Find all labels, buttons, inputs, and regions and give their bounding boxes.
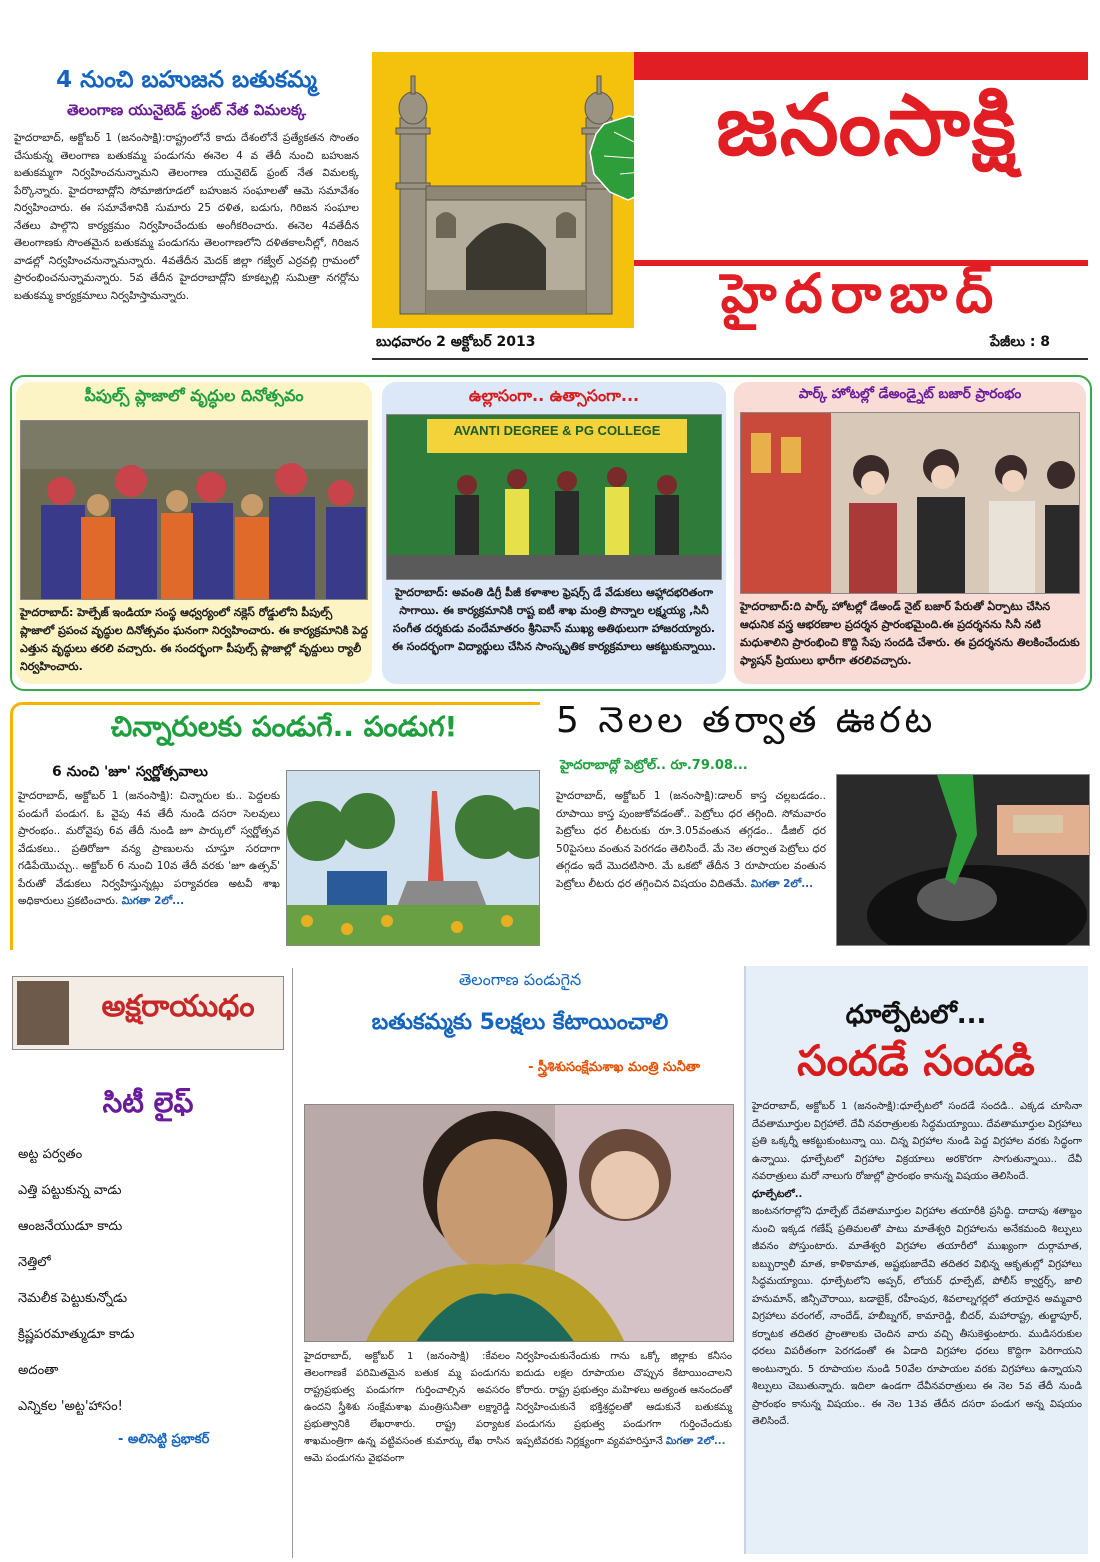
- panel-freshers-day-title: ఉల్లాసంగా.. ఉత్సాసంగా...: [468, 386, 640, 405]
- bathukamma-headline: బతుకమ్మకు 5లక్షలు కేటాయించాలి: [371, 1010, 669, 1035]
- page-count: పేజీలు : 8: [990, 334, 1051, 350]
- minister-sunitha-photo: [304, 1104, 734, 1342]
- zoo-park-photo: [286, 770, 540, 946]
- column-title: సిటీ లైఫ్: [102, 1086, 194, 1119]
- bathukamma-body-left: హైదరాబాద్, అక్టోబర్ 1 (జనంసాక్షి) :కేవలం తెలంగాణకే పరిమితమైన బతుక మ్మ పండుగను రాష్ట్రప్రభుత్వ పండుగగా గుర్తించాల్సిన అవసరం ఉందని స్త్రీశిశు సంక్షేమశాఖ మంత్రిసునీతా లక్ష్మారెడ్డి ప్రభుత్వానికి లేఖరాశారు. రాష్ట్ర పర్యాటక శాఖమంత్రిగా ఉన్న వట్టివసంత కుమార్కు లేఖ రాసిన ఆమె పండుగను వైభవంగా: [304, 1351, 510, 1464]
- poem-line: నెత్తిలో: [18, 1255, 51, 1270]
- zoo-story-headline: చిన్నారులకు పండుగే.. పండుగ!: [110, 710, 458, 743]
- poem-line: ఎత్తి పట్టుకున్న వాడు: [18, 1183, 122, 1198]
- freshers-photo-sign: AVANTI DEGREE & PG COLLEGE: [453, 423, 661, 438]
- freshers-dance-photo: [386, 414, 722, 580]
- poem-line: నెమలీక పెట్టుకున్నోడు: [18, 1291, 128, 1306]
- bathukamma-kicker: తెలంగాణ పండుగైన: [458, 970, 582, 989]
- column-author: - అలిసెట్టి ప్రభాకర్: [118, 1432, 210, 1447]
- dhoolpet-body-intro: హైదరాబాద్, అక్టోబర్ 1 (జనంసాక్షి):ధూల్పేటలో సందడే సందడి.. ఎక్కడ చూసినా దేవతామూర్తుల విగ్రహాలే. దేవీ నవరాత్రులకు సిద్ధమయ్యాయి. దేవతామూర్తుల విగ్రహాలు ప్రతి ఒక్కర్నీ ఆకట్టుకుంటున్నా యి. చిన్న విగ్రహాల నుండి పెద్ద విగ్రహాల వరకు సిద్ధంగా ఉన్నాయి. ధూల్పేటలో విగ్రహాల విక్రయాలు అరకొరగా సాగుతున్నాయి.. దేవీ నవరాత్రులు మరో నాలుగు రోజుల్లో ప్రారంభం కానున్న విషయం తెలిసిందే.: [752, 1101, 1082, 1182]
- bazaar-photo: [740, 412, 1080, 594]
- poem-line: అదంతా: [18, 1363, 59, 1378]
- masthead: [372, 52, 1088, 328]
- bathukamma-byline: - స్త్రీశిశుసంక్షేమశాఖ మంత్రి సునీతా: [528, 1060, 700, 1075]
- top-story: [14, 64, 359, 364]
- dhoolpet-headline: సందడే సందడి: [797, 1036, 1035, 1085]
- dhoolpet-body-main: జంటనగరాల్లోని ధూల్పేట్ దేవతామూర్తుల విగ్రహాల తయారీకి ప్రసిద్ధి. దాదాపు శతాబ్దం నుంచి ఇక్కడ గణేష్ ప్రతిమలతో పాటు మాతేశ్వరి విగ్రహాలను అనేకమంది శిల్పులు జీవనం పోస్తుంటారు. మాతేశ్వరి విగ్రహాల తయారీలో ముఖ్యంగా దుర్గామాత, బబ్బుర్వాలీ మాత, కాళికామాత, అష్టభుజాదేవి తదితర విభిన్న ఆకృతుల్లో విగ్రహాలు సిద్ధమయ్యాయి. ధూల్పేటలోని అప్పర్, లోయర్ ధూల్పేట్, పోలీస్ క్వార్టర్స్, జాలి హనుమాన్, జిన్సీచౌరాయి, బడాబైక్, రహీంపుర, శివలాల్నగర్లలో తయారైన అమ్మవారి విగ్రహాలు వరంగల్, నాందేడ్, హబీబ్నగర్, కామారెడ్డి, బీదర్, మహారాష్ట్ర, తుల్జాపూర్, కర్నాటక తదితర ప్రాంతాలకు చెందిన వారు వచ్చి తీసుకెళ్తుంటారు. ముడిసరుకుల ధరలు విపరీతంగా పెరగడంతో ఈ ఏడాది విగ్రహాల ధరలు కొద్దిగా పెరిగాయని అంటున్నారు. 5 రూపాయల నుండి 50వేల రూపాయల వరకు విగ్రహాలు ఉన్నాయని శిల్పులు చెబుతున్నారు. ఇదిలా ఉండగా దేవీనవరాత్రులు ఈ నెల 5వ తేదీ నుండి ప్రారంభం కానున్న విషయం.. ఈ నెల 13వ తేదీన దసరా పండుగ అన్న విషయం తెలిసిందే.: [752, 1206, 1082, 1427]
- column-divider: [292, 968, 293, 1558]
- panel-bazaar-caption: హైదరాబాద్:ది పార్క్ హోటల్లో డేఅండ్ నైట్ బజార్ పేరుతో ఏర్పాటు చేసిన ఆధునిక వస్త్ర ఆభరణాల ప్రదర్శన ప్రారంభమైంది.ఈ ప్రదర్శనను సినీ నటి మధుశాలిని ప్రారంభించి కొద్ది సేపు సందడి చేశారు. ఈ ప్రదర్శనను తిలకించేందుకు ఫ్యాషన్ ప్రియులు భారీగా తరలివచ్చారు.: [740, 600, 1080, 667]
- zoo-story-body: హైదరాబాద్, అక్టోబర్ 1 (జనంసాక్షి): చిన్నారుల కు.. పెద్దలకు పండుగే పండుగ. ఓ వైపు 4వ తేదీ నుండి దసరా సెలవులు ప్రారంభం.. మరోవైపు 6వ తేదీ నుండి జూ పార్కులో స్వర్ణోత్సవ వేడుకలు.. ప్రతిరోజూ వన్య ప్రాణులను చూస్తూ సరదాగా గడిపేయొచ్చు.. అక్టోబర్ 6 నుంచి 10వ తేదీ వరకు 'జూ ఉత్సవ్' పేరుతో వేడుకలు నిర్వహిస్తున్నట్లు పర్యావరణ అటవీ శాఖ అధికారులు ప్రకటించారు. మిగతా 2లో...: [18, 790, 280, 907]
- bathukamma-body-right: నిర్వహించుకునేందుకు గాను ఒక్కో జిల్లాకు కనీసం ఐదుడు లక్షల రూపాయల చొప్పున కేటాయించాలని కోరారు. రాష్ట్ర ప్రభుత్వం మహిళలు అత్యంత ఆనందంతో నిర్వహించుకునే భక్తిశ్రద్ధలతో ఆడుకునే బతుకమ్మ పండుగను ప్రభుత్వ పండుగగా గుర్తించేందుకు ఇప్పటివరకు నిర్లక్ష్యంగా వ్యవహరిస్తూనే మిగతా 2లో...: [516, 1351, 732, 1447]
- petrol-pump-photo: [836, 774, 1090, 946]
- poem-line: అట్ట పర్వతం: [18, 1147, 83, 1162]
- elders-rally-photo: [20, 420, 368, 600]
- masthead-edition: హైదరాబాద్: [720, 262, 1002, 325]
- poem-line: ఆంజనేయుడూ కాదు: [18, 1219, 123, 1234]
- masthead-divider: [372, 358, 1088, 360]
- petrol-story-headline: 5 నెలల తర్వాత ఊరట: [556, 700, 937, 741]
- poem-line: ఎన్నికల 'అట్ట'హాసం!: [18, 1399, 123, 1414]
- issue-date: బుధవారం 2 అక్టోబర్ 2013: [376, 334, 536, 350]
- panel-freshers-day-caption: హైదరాబాద్: అవంతి డిగ్రీ పీజీ కళాశాల ఫ్రెషర్స్ డే వేడుకలు ఆహ్లాదభరితంగా సాగాయి. ఈ కార్యక్రమానికి రాష్ట ఐటీ శాఖ మంత్రి పొన్నాల లక్ష్మయ్య ,సినీ సంగీత దర్శకుడు వందేమాతరం శ్రీనివాస్ ముఖ్య అతిథులుగా హాజరయ్యారు. ఈ సందర్భంగా విద్యార్థులు చేసిన సాంస్కృతిక కార్యక్రమాలు ఆకట్టుకున్నాయి.: [392, 586, 716, 653]
- panel-elders-day-title: పీపుల్స్ ప్లాజాలో వృద్ధుల దినోత్సవం: [84, 386, 304, 405]
- column-poem: [18, 1146, 288, 1434]
- petrol-story-subhead: హైదరాబాద్లో పెట్రోల్.. రూ.79.08...: [560, 758, 748, 773]
- top-story-headline: 4 నుంచి బహుజన బతుకమ్మ: [56, 67, 317, 93]
- top-story-body: హైదరాబాద్, అక్టోబర్ 1 (జనంసాక్షి):రాష్ట్రంలోనే కాదు దేశంలోనే ప్రత్యేకతన సొంతం చేసుకున్న తెలంగాణ బతుకమ్మ పండుగను ఈనెల 4 వ తేదీ నుంచి బహుజన బతుకమ్మగా నిర్వహించనున్నామని తెలంగాణ యునైటెడ్ ఫ్రంట్ నేత విమలక్క పేర్కొన్నారు. హైదరాబాద్లోని సోమాజిగూడలో బహుజన సంఘాలతో ఆమె సమావేశం నిర్వహించారు. ఈ సమావేశానికి సుమారు 25 దళిత, బడుగు, గిరిజన సంఘాల నేతలు పాల్గొని కార్యక్రమం నిర్వహించేందుకు అంగీకరించారు. ఈనెల 4వతేదీన తెలంగాణకు సొంతమైన బతుకమ్మ పండుగను తెలంగాణలోని దళితకాలనీల్లో, గిరిజన వాడల్లో నిర్వహించనున్నామన్నారు. 4వతేదీన మెదక్ జిల్లా గజ్వేల్ ఎర్రవల్లి గ్రామంలో ప్రారంభించనున్నామన్నారు. 5వ తేదీన హైదరాబాద్లోని కూకట్పల్లి సుమిత్రా నగర్లోను బతుకమ్మ కార్యక్రమాలు నిర్వహిస్తామన్నారు.: [14, 132, 359, 302]
- top-story-subhead: తెలంగాణ యునైటెడ్ ఫ్రంట్ నేత విమలక్క: [67, 101, 306, 119]
- panel-elders-day-caption: హైదరాబాద్: హెల్పేజ్ ఇండియా సంస్థ ఆధ్వర్యంలో నక్లెస్ రోడ్డులోని పీపుల్స్ ప్లాజాలో ప్రపంచ వృద్ధుల దినోత్సవం ఘనంగా నిర్వహించారు. ఈ కార్యక్రమానికి పెద్ద ఎత్తున వృద్ధులు తరలి వచ్చారు. ఈ సందర్భంగా పీపుల్స్ ప్లాజాల్లో వృద్దులు ర్యాలీ నిర్వహించారు.: [20, 606, 368, 673]
- dhoolpet-kicker: ధూల్పేటలో...: [845, 1000, 987, 1030]
- poem-line: క్రిష్ణపరమాత్ముడూ కాడు: [18, 1327, 135, 1342]
- column-logo-text: అక్షరాయుధం: [101, 989, 255, 1024]
- petrol-story-body: హైదరాబాద్, అక్టోబర్ 1 (జనంసాక్షి):డాలర్ కాస్త చల్లబడడం.. రూపాయి కాస్త పుంజుకోవడంతో.. పెట్రోలు ధర తగ్గింది. సోమవారం పెట్రోలు ధర లీటరుకు రూ.3.05వంతున తగ్గడం.. డీజిల్ ధర 50పైసలు వంతున పెరగడం తెలిసిందే. మే నెల తర్వాత పెట్రోలు ధర తగ్గడం ఇదే మొదటిసారి. మే ఒకటో తేదీన 3 రూపాయల వంతున పెట్రోలు లీటరు ధర తగ్గించిన విషయం విదితమే. మిగతా 2లో...: [556, 790, 826, 890]
- masthead-title: జనంసాక్షి: [716, 76, 1018, 174]
- dhoolpet-body: [752, 1098, 1082, 1431]
- panel-bazaar-title: పార్క్ హోటల్లో డేఅండ్నైట్ బజార్ ప్రారంభం: [798, 386, 1022, 402]
- column-logo: [12, 976, 284, 1050]
- petrol-story-continued: మిగతా 2లో...: [750, 877, 814, 890]
- bathukamma-continued: మిగతా 2లో...: [665, 1436, 726, 1447]
- zoo-story-continued: మిగతా 2లో...: [121, 895, 185, 907]
- dhoolpet-subhead: ధూల్పేటలో..: [752, 1188, 803, 1200]
- zoo-story-subhead: 6 నుంచి 'జూ' స్వర్ణోత్సవాలు: [52, 764, 208, 780]
